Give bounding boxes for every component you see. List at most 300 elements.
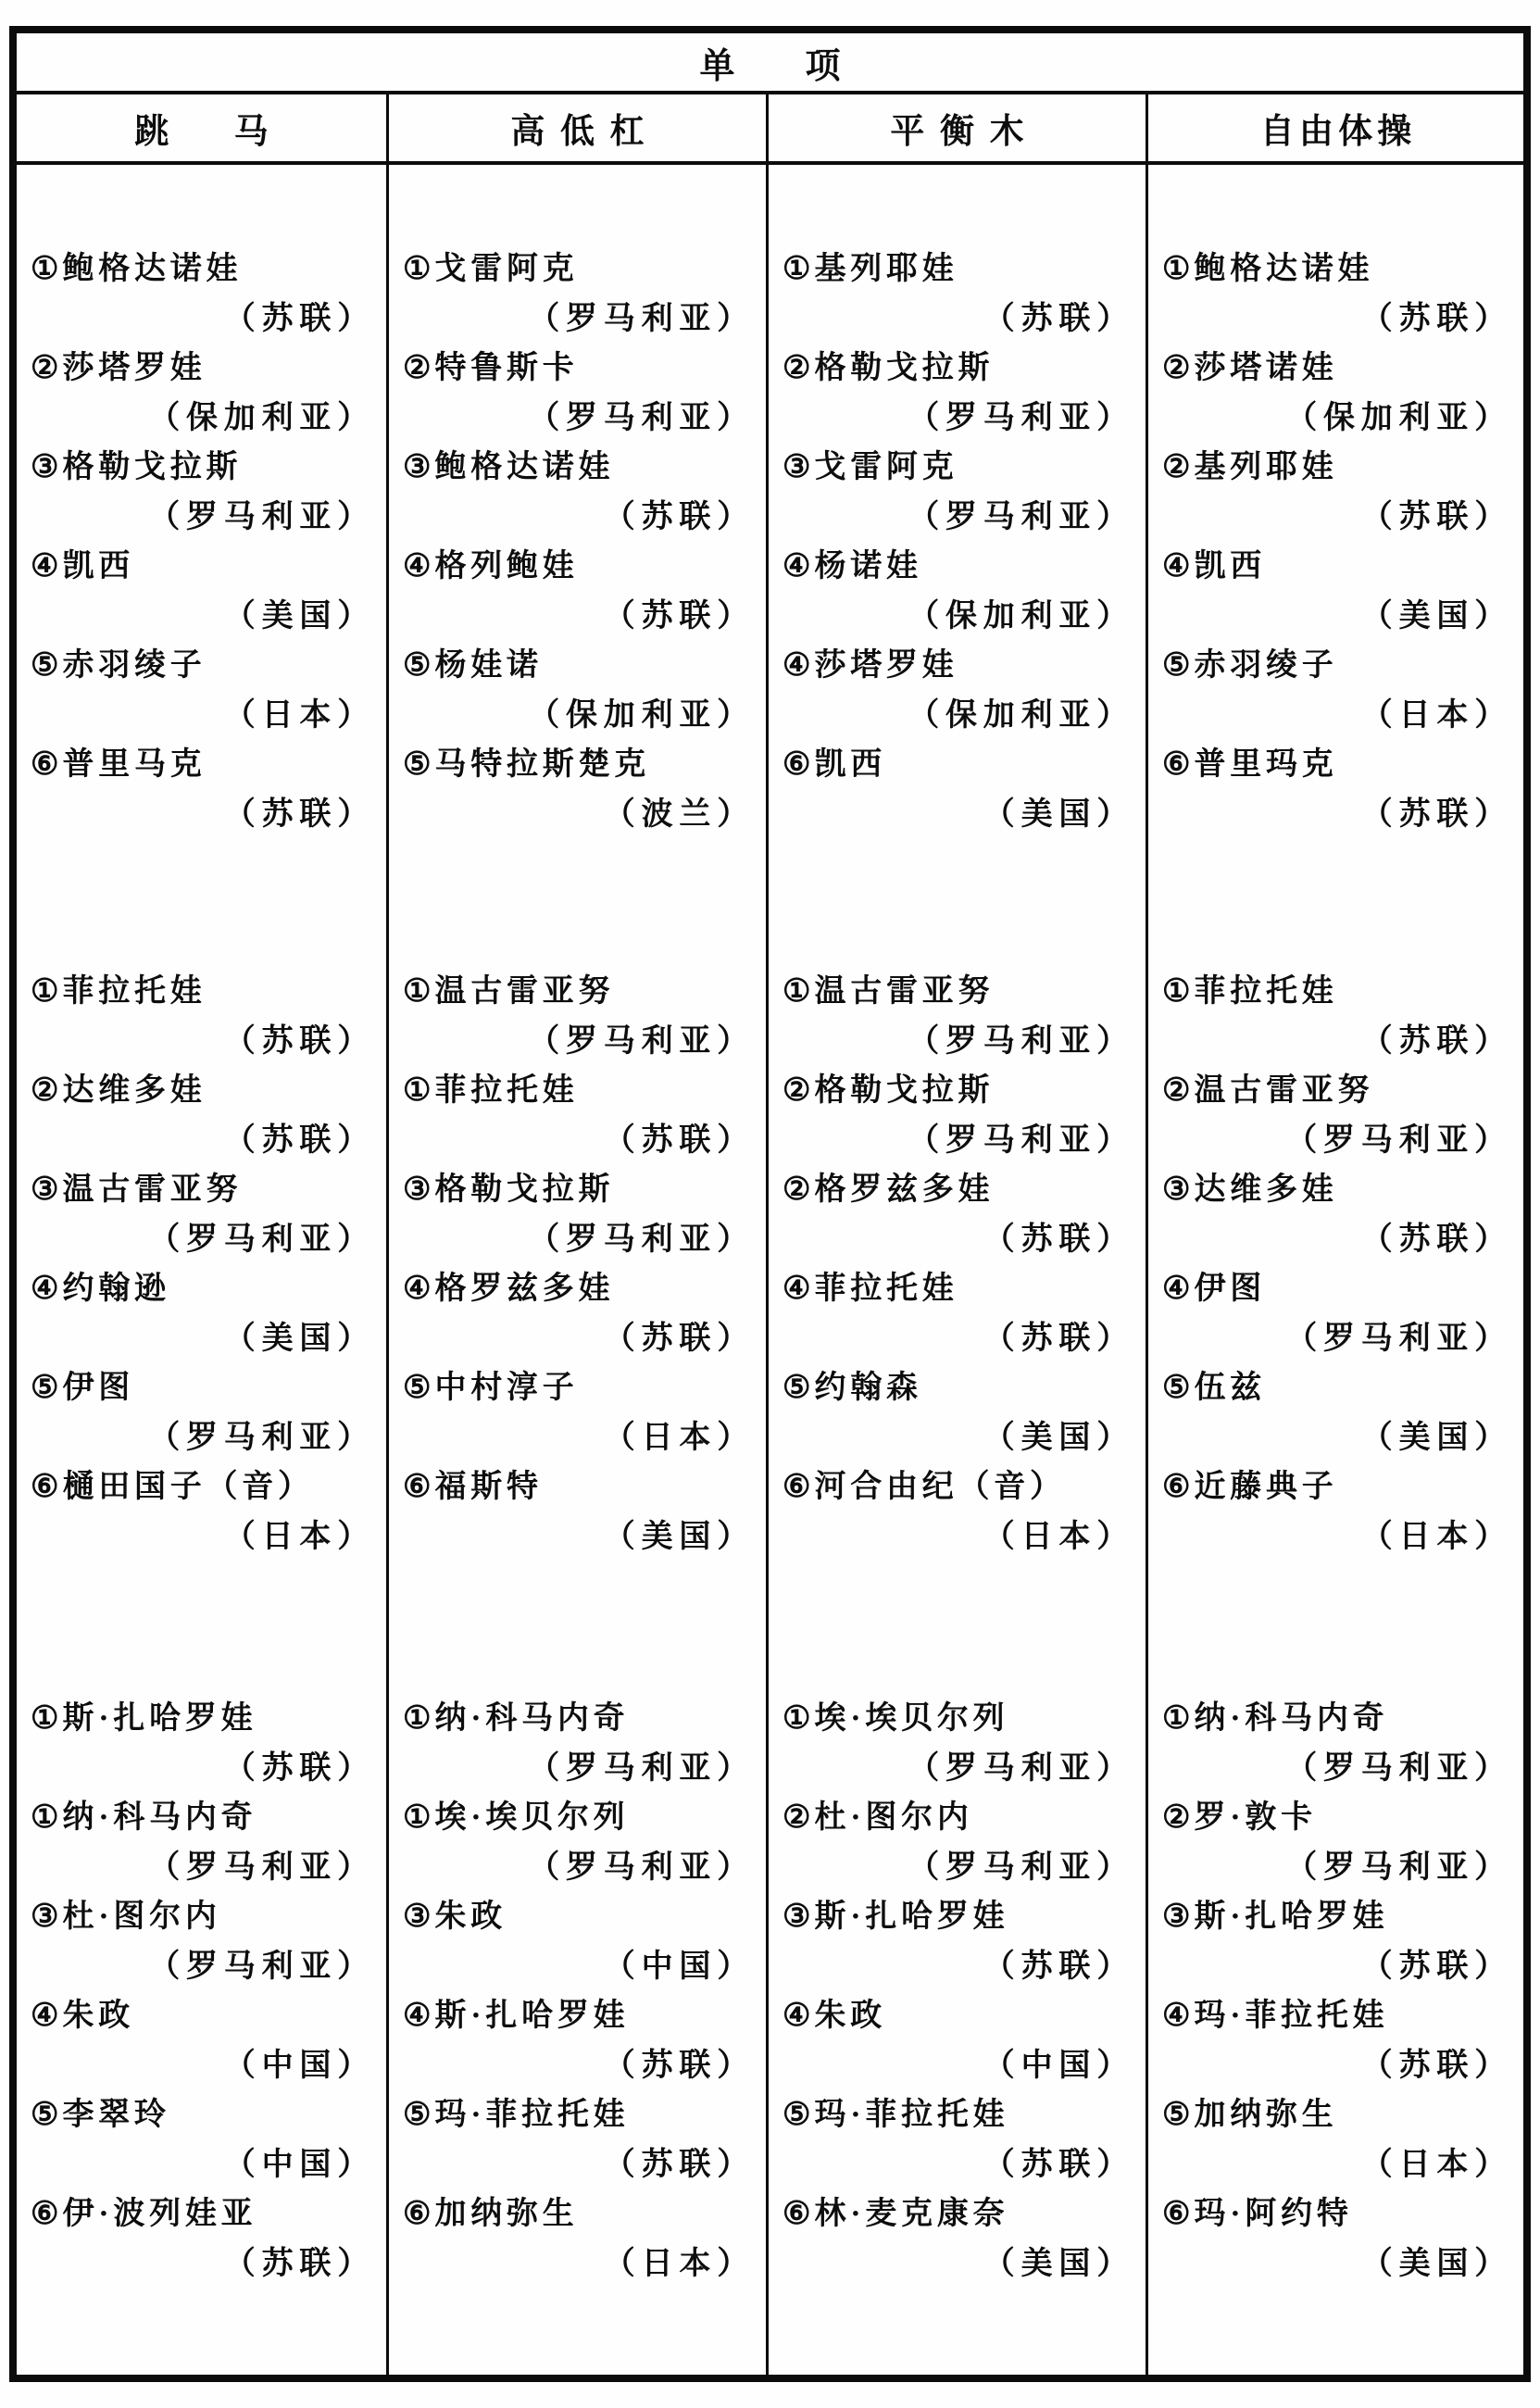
athlete-name-line <box>1148 2189 1523 2239</box>
rank-badge: ⑤ <box>1162 1371 1191 1405</box>
country-label: （日本） <box>1360 2148 1512 2182</box>
rank-badge: ⑥ <box>1162 1470 1191 1504</box>
rank-badge: ② <box>783 1173 811 1207</box>
athlete-name-line <box>1148 740 1523 790</box>
country-label: （日本） <box>983 1520 1134 1554</box>
result-entry <box>1148 1066 1523 1165</box>
country-label: （罗马利亚） <box>528 1751 755 1786</box>
result-entry <box>17 1793 386 1892</box>
athlete-name: 温古雷亚努 <box>62 1173 243 1207</box>
athlete-name: 约翰森 <box>814 1371 922 1405</box>
country-label: （保加利亚） <box>528 698 755 733</box>
individual-events-table <box>9 26 1531 2382</box>
athlete-name: 杨娃诺 <box>434 648 543 683</box>
athlete-name: 斯·扎哈罗娃 <box>814 1900 1009 1934</box>
table-header-row <box>17 94 1523 165</box>
athlete-name: 斯·扎哈罗娃 <box>434 1999 630 2033</box>
athlete-name-line <box>1148 1462 1523 1512</box>
athlete-name-line <box>389 2090 766 2140</box>
rank-badge: ① <box>31 974 59 1009</box>
country-label: （罗马利亚） <box>1285 1751 1512 1786</box>
rank-badge: ③ <box>783 450 811 484</box>
event-column-uneven-bars <box>386 165 766 2382</box>
rank-badge: ① <box>403 252 432 286</box>
event-column-vault <box>17 165 386 2382</box>
country-label: （苏联） <box>983 302 1134 336</box>
result-entry <box>17 641 386 740</box>
result-block <box>389 245 766 839</box>
rank-badge: ③ <box>403 450 432 484</box>
rank-badge: ① <box>783 252 811 286</box>
athlete-name-line <box>769 2090 1146 2140</box>
result-entry <box>17 2090 386 2189</box>
result-entry <box>769 1991 1146 2090</box>
result-block <box>1148 1694 1523 2289</box>
rank-badge: ④ <box>31 549 59 583</box>
athlete-name-line <box>17 1066 386 1116</box>
rank-badge: ② <box>31 351 59 385</box>
athlete-name: 特鲁斯卡 <box>434 351 579 385</box>
result-entry <box>1148 2090 1523 2189</box>
athlete-name: 罗·敦卡 <box>1194 1800 1317 1835</box>
column-header-vault: 跳 马 <box>134 113 284 151</box>
rank-badge: ⑤ <box>1162 648 1191 683</box>
athlete-name: 莎塔罗娃 <box>814 648 958 683</box>
country-label: （罗马利亚） <box>908 500 1134 534</box>
athlete-name: 约翰逊 <box>62 1272 170 1306</box>
athlete-name: 杜·图尔内 <box>62 1900 221 1934</box>
result-block <box>17 967 386 1561</box>
result-entry <box>389 1892 766 1991</box>
athlete-name: 马特拉斯楚克 <box>434 747 651 782</box>
result-entry <box>1148 344 1523 443</box>
rank-badge: ① <box>1162 974 1191 1009</box>
athlete-name: 伊图 <box>1194 1272 1267 1306</box>
result-entry <box>389 245 766 344</box>
result-entry <box>1148 1165 1523 1264</box>
result-entry <box>17 245 386 344</box>
rank-badge: ② <box>403 351 432 385</box>
rank-badge: ⑥ <box>403 2197 432 2231</box>
athlete-name-line <box>769 542 1146 592</box>
athlete-name-line <box>389 1066 766 1116</box>
rank-badge: ④ <box>783 648 811 683</box>
athlete-name: 埃·埃贝尔列 <box>814 1701 1009 1736</box>
athlete-name-line <box>1148 1165 1523 1215</box>
rank-badge: ③ <box>31 1173 59 1207</box>
athlete-name-line <box>769 2189 1146 2239</box>
country-label: （罗马利亚） <box>528 302 755 336</box>
rank-badge: ④ <box>403 1272 432 1306</box>
rank-badge: ④ <box>1162 1272 1191 1306</box>
country-label: （苏联） <box>1360 302 1512 336</box>
athlete-name: 温古雷亚努 <box>1194 1073 1374 1108</box>
country-label: （苏联） <box>603 2049 755 2083</box>
rank-badge: ⑥ <box>31 747 59 782</box>
country-label: （罗马利亚） <box>528 1024 755 1059</box>
column-header-balance-beam: 平衡木 <box>766 94 1146 161</box>
result-entry <box>17 967 386 1066</box>
result-entry <box>389 1363 766 1462</box>
country-label: （苏联） <box>223 1751 375 1786</box>
athlete-name: 格勒戈拉斯 <box>814 351 995 385</box>
country-label: （中国） <box>983 2049 1134 2083</box>
athlete-name: 李翠玲 <box>62 2098 170 2132</box>
result-entry <box>769 1363 1146 1462</box>
rank-badge: ⑤ <box>31 1371 59 1405</box>
country-label: （苏联） <box>1360 1024 1512 1059</box>
rank-badge: ⑤ <box>783 2098 811 2132</box>
country-label: （美国） <box>223 1322 375 1356</box>
result-block <box>17 1694 386 2289</box>
result-entry <box>389 641 766 740</box>
rank-badge: ④ <box>783 1272 811 1306</box>
rank-badge: ⑥ <box>31 1470 59 1504</box>
athlete-name-line <box>389 641 766 691</box>
athlete-name-line <box>389 1793 766 1843</box>
result-entry <box>17 542 386 641</box>
result-entry <box>1148 641 1523 740</box>
country-label: （罗马利亚） <box>908 401 1134 435</box>
country-label: （保加利亚） <box>908 698 1134 733</box>
athlete-name-line <box>17 1892 386 1942</box>
athlete-name-line <box>1148 344 1523 394</box>
country-label: （苏联） <box>983 1950 1134 1984</box>
athlete-name: 朱政 <box>434 1900 507 1934</box>
result-entry <box>17 1363 386 1462</box>
athlete-name: 加纳弥生 <box>1194 2098 1338 2132</box>
athlete-name-line <box>389 1165 766 1215</box>
result-entry <box>1148 1892 1523 1991</box>
result-entry <box>769 2090 1146 2189</box>
result-entry <box>769 443 1146 542</box>
athlete-name-line <box>389 344 766 394</box>
table-title-row <box>17 33 1523 94</box>
country-label: （美国） <box>983 2247 1134 2281</box>
athlete-name-line <box>17 2189 386 2239</box>
result-entry <box>17 344 386 443</box>
country-label: （保加利亚） <box>1285 401 1512 435</box>
athlete-name: 基列耶娃 <box>814 252 958 286</box>
result-entry <box>389 1462 766 1561</box>
athlete-name: 普里玛克 <box>1194 747 1338 782</box>
rank-badge: ① <box>403 1800 432 1835</box>
athlete-name: 达维多娃 <box>62 1073 207 1108</box>
rank-badge: ④ <box>1162 549 1191 583</box>
rank-badge: ⑥ <box>783 2197 811 2231</box>
table-title: 单 项 <box>699 46 841 86</box>
rank-badge: ① <box>31 252 59 286</box>
country-label: （罗马利亚） <box>148 500 375 534</box>
country-label: （中国） <box>223 2049 375 2083</box>
rank-badge: ③ <box>403 1900 432 1934</box>
rank-badge: ① <box>783 974 811 1009</box>
result-entry <box>389 443 766 542</box>
rank-badge: ⑤ <box>403 648 432 683</box>
athlete-name: 格列鲍娃 <box>434 549 579 583</box>
athlete-name-line <box>1148 2090 1523 2140</box>
athlete-name-line <box>389 1462 766 1512</box>
athlete-name: 斯·扎哈罗娃 <box>1194 1900 1389 1934</box>
rank-badge: ② <box>31 1073 59 1108</box>
country-label: （苏联） <box>223 797 375 832</box>
athlete-name-line <box>769 1462 1146 1512</box>
country-label: （美国） <box>1360 1421 1512 1455</box>
column-header-floor-exercise: 自由体操 <box>1146 94 1523 161</box>
result-block <box>1148 967 1523 1561</box>
country-label: （日本） <box>603 1421 755 1455</box>
result-entry <box>769 740 1146 839</box>
athlete-name-line <box>769 1892 1146 1942</box>
country-label: （苏联） <box>603 2148 755 2182</box>
result-entry <box>1148 1363 1523 1462</box>
athlete-name-line <box>17 1991 386 2041</box>
event-column-balance-beam <box>766 165 1146 2382</box>
country-label: （罗马利亚） <box>148 1850 375 1885</box>
athlete-name: 菲拉托娃 <box>434 1073 579 1108</box>
country-label: （罗马利亚） <box>1285 1123 1512 1158</box>
athlete-name-line <box>389 1264 766 1314</box>
athlete-name-line <box>17 1462 386 1512</box>
athlete-name: 埃·埃贝尔列 <box>434 1800 630 1835</box>
result-entry <box>769 641 1146 740</box>
country-label: （苏联） <box>1360 1223 1512 1257</box>
athlete-name-line <box>769 245 1146 295</box>
country-label: （日本） <box>603 2247 755 2281</box>
rank-badge: ⑤ <box>403 747 432 782</box>
athlete-name-line <box>1148 1066 1523 1116</box>
athlete-name: 温古雷亚努 <box>814 974 995 1009</box>
athlete-name-line <box>769 1363 1146 1413</box>
country-label: （苏联） <box>1360 1950 1512 1984</box>
rank-badge: ⑥ <box>1162 2197 1191 2231</box>
country-label: （波兰） <box>603 797 755 832</box>
athlete-name-line <box>17 2090 386 2140</box>
athlete-name-line <box>389 245 766 295</box>
result-entry <box>17 1991 386 2090</box>
athlete-name-line <box>17 967 386 1017</box>
athlete-name: 莎塔诺娃 <box>1194 351 1338 385</box>
rank-badge: ⑥ <box>1162 747 1191 782</box>
country-label: （罗马利亚） <box>1285 1322 1512 1356</box>
result-entry <box>389 1694 766 1793</box>
country-label: （美国） <box>1360 599 1512 633</box>
country-label: （苏联） <box>603 1123 755 1158</box>
athlete-name: 近藤典子 <box>1194 1470 1338 1504</box>
athlete-name: 赤羽绫子 <box>62 648 207 683</box>
result-entry <box>389 1991 766 2090</box>
rank-badge: ③ <box>1162 1173 1191 1207</box>
result-block <box>769 1694 1146 2289</box>
athlete-name: 加纳弥生 <box>434 2197 579 2231</box>
athlete-name: 鲍格达诺娃 <box>62 252 243 286</box>
result-entry <box>1148 443 1523 542</box>
athlete-name: 格罗兹多娃 <box>434 1272 615 1306</box>
result-entry <box>769 542 1146 641</box>
rank-badge: ① <box>403 1701 432 1736</box>
athlete-name-line <box>17 245 386 295</box>
athlete-name: 格罗兹多娃 <box>814 1173 995 1207</box>
athlete-name: 凯西 <box>814 747 887 782</box>
athlete-name-line <box>1148 1363 1523 1413</box>
athlete-name: 格勒戈拉斯 <box>814 1073 995 1108</box>
result-entry <box>389 740 766 839</box>
rank-badge: ① <box>1162 1701 1191 1736</box>
country-label: （中国） <box>223 2148 375 2182</box>
athlete-name: 朱政 <box>62 1999 135 2033</box>
country-label: （日本） <box>223 1520 375 1554</box>
athlete-name-line <box>389 542 766 592</box>
result-entry <box>1148 740 1523 839</box>
athlete-name: 凯西 <box>62 549 135 583</box>
athlete-name-line <box>17 344 386 394</box>
country-label: （罗马利亚） <box>148 1950 375 1984</box>
country-label: （苏联） <box>1360 500 1512 534</box>
rank-badge: ② <box>1162 1073 1191 1108</box>
country-label: （美国） <box>1360 2247 1512 2281</box>
rank-badge: ① <box>403 974 432 1009</box>
rank-badge: ② <box>783 1800 811 1835</box>
athlete-name: 玛·菲拉托娃 <box>434 2098 630 2132</box>
athlete-name-line <box>769 1066 1146 1116</box>
athlete-name: 莎塔罗娃 <box>62 351 207 385</box>
country-label: （罗马利亚） <box>908 1024 1134 1059</box>
athlete-name-line <box>769 344 1146 394</box>
rank-badge: ② <box>783 1073 811 1108</box>
athlete-name-line <box>769 641 1146 691</box>
athlete-name-line <box>17 542 386 592</box>
athlete-name-line <box>389 740 766 790</box>
country-label: （苏联） <box>983 1223 1134 1257</box>
athlete-name-line <box>1148 1264 1523 1314</box>
country-label: （美国） <box>223 599 375 633</box>
athlete-name-line <box>769 443 1146 493</box>
result-entry <box>1148 245 1523 344</box>
athlete-name: 杜·图尔内 <box>814 1800 973 1835</box>
country-label: （罗马利亚） <box>1285 1850 1512 1885</box>
athlete-name: 伍兹 <box>1194 1371 1267 1405</box>
athlete-name: 达维多娃 <box>1194 1173 1338 1207</box>
athlete-name: 玛·菲拉托娃 <box>814 2098 1009 2132</box>
athlete-name: 菲拉托娃 <box>814 1272 958 1306</box>
result-entry <box>17 1892 386 1991</box>
athlete-name-line <box>17 641 386 691</box>
athlete-name: 纳·科马内奇 <box>434 1701 630 1736</box>
rank-badge: ② <box>1162 1800 1191 1835</box>
country-label: （美国） <box>983 797 1134 832</box>
rank-badge: ② <box>783 351 811 385</box>
rank-badge: ④ <box>31 1272 59 1306</box>
athlete-name: 基列耶娃 <box>1194 450 1338 484</box>
country-label: （苏联） <box>223 1123 375 1158</box>
athlete-name-line <box>389 1694 766 1744</box>
athlete-name: 菲拉托娃 <box>1194 974 1338 1009</box>
athlete-name-line <box>769 1793 1146 1843</box>
result-entry <box>769 1264 1146 1363</box>
result-block <box>389 1694 766 2289</box>
rank-badge: ④ <box>783 549 811 583</box>
country-label: （美国） <box>603 1520 755 1554</box>
athlete-name-line <box>389 2189 766 2239</box>
result-entry <box>769 344 1146 443</box>
athlete-name-line <box>389 443 766 493</box>
rank-badge: ⑥ <box>403 1470 432 1504</box>
athlete-name: 纳·科马内奇 <box>62 1800 257 1835</box>
country-label: （中国） <box>603 1950 755 1984</box>
athlete-name: 鲍格达诺娃 <box>434 450 615 484</box>
result-entry <box>1148 1793 1523 1892</box>
athlete-name: 河合由纪（音） <box>814 1470 1066 1504</box>
rank-badge: ⑤ <box>31 648 59 683</box>
athlete-name: 伊图 <box>62 1371 135 1405</box>
athlete-name-line <box>1148 1694 1523 1744</box>
result-entry <box>389 542 766 641</box>
result-entry <box>1148 1694 1523 1793</box>
result-entry <box>769 1793 1146 1892</box>
athlete-name: 鲍格达诺娃 <box>1194 252 1374 286</box>
result-block <box>769 967 1146 1561</box>
result-entry <box>1148 1462 1523 1561</box>
country-label: （苏联） <box>603 1322 755 1356</box>
rank-badge: ④ <box>31 1999 59 2033</box>
rank-badge: ⑤ <box>783 1371 811 1405</box>
athlete-name-line <box>17 1165 386 1215</box>
country-label: （苏联） <box>983 1322 1134 1356</box>
athlete-name-line <box>769 1694 1146 1744</box>
rank-badge: ③ <box>783 1900 811 1934</box>
athlete-name: 格勒戈拉斯 <box>434 1173 615 1207</box>
result-entry <box>17 1264 386 1363</box>
rank-badge: ① <box>31 1800 59 1835</box>
result-entry <box>769 1694 1146 1793</box>
athlete-name: 戈雷阿克 <box>434 252 579 286</box>
athlete-name-line <box>1148 641 1523 691</box>
country-label: （罗马利亚） <box>528 1223 755 1257</box>
country-label: （苏联） <box>223 1024 375 1059</box>
athlete-name-line <box>1148 1991 1523 2041</box>
result-entry <box>1148 967 1523 1066</box>
result-block <box>389 967 766 1561</box>
athlete-name-line <box>389 1991 766 2041</box>
result-entry <box>1148 2189 1523 2289</box>
athlete-name-line <box>17 740 386 790</box>
result-entry <box>769 1066 1146 1165</box>
event-column-floor-exercise <box>1146 165 1523 2382</box>
rank-badge: ⑤ <box>1162 2098 1191 2132</box>
athlete-name-line <box>1148 967 1523 1017</box>
rank-badge: ④ <box>403 549 432 583</box>
result-entry <box>389 2189 766 2289</box>
country-label: （苏联） <box>1360 2049 1512 2083</box>
athlete-name: 戈雷阿克 <box>814 450 958 484</box>
result-entry <box>17 2189 386 2289</box>
athlete-name: 纳·科马内奇 <box>1194 1701 1389 1736</box>
country-label: （罗马利亚） <box>908 1751 1134 1786</box>
rank-badge: ③ <box>403 1173 432 1207</box>
rank-badge: ① <box>31 1701 59 1736</box>
country-label: （日本） <box>1360 1520 1512 1554</box>
result-entry <box>389 2090 766 2189</box>
athlete-name: 温古雷亚努 <box>434 974 615 1009</box>
result-entry <box>769 1165 1146 1264</box>
athlete-name-line <box>17 1694 386 1744</box>
rank-badge: ② <box>1162 351 1191 385</box>
athlete-name-line <box>17 1363 386 1413</box>
result-entry <box>17 740 386 839</box>
country-label: （苏联） <box>603 599 755 633</box>
result-entry <box>17 1462 386 1561</box>
result-entry <box>1148 1991 1523 2090</box>
